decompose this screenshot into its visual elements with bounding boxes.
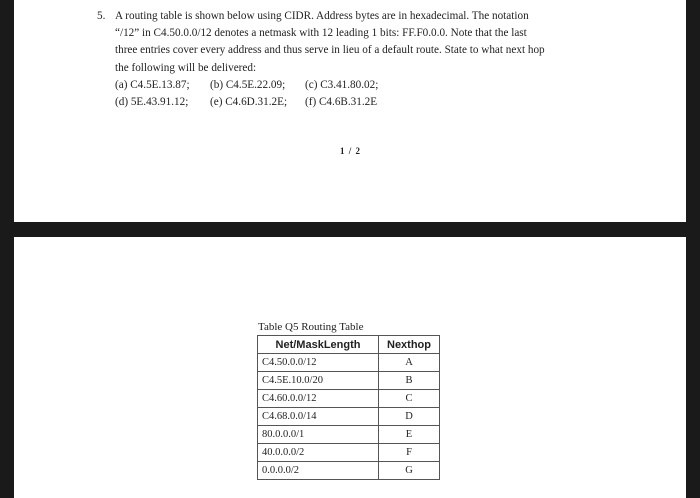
net-cell: C4.50.0.0/12 — [258, 354, 379, 372]
net-cell: C4.68.0.0/14 — [258, 408, 379, 426]
table-row — [258, 444, 440, 462]
page-indicator: 1 / 2 — [340, 146, 362, 156]
table-row — [258, 462, 440, 480]
table-caption: Table Q5 Routing Table — [258, 321, 364, 333]
nexthop-cell: B — [379, 372, 440, 390]
nexthop-cell: D — [379, 408, 440, 426]
question-5 — [97, 8, 615, 111]
table-row — [258, 390, 440, 408]
nexthop-cell: C — [379, 390, 440, 408]
nexthop-cell: F — [379, 444, 440, 462]
net-cell: 0.0.0.0/2 — [258, 462, 379, 480]
options-row-1 — [115, 77, 615, 94]
option-d: (d) 5E.43.91.12; — [115, 96, 189, 109]
net-cell: C4.5E.10.0/20 — [258, 372, 379, 390]
question-line-3: three entries cover every address and thus serve in lieu of a default route. State to what next hop — [115, 44, 545, 57]
document-page-1 — [14, 0, 686, 222]
table-row — [258, 372, 440, 390]
option-f: (f) C4.6B.31.2E — [305, 96, 378, 109]
question-number: 5. — [97, 10, 106, 22]
question-line-1: A routing table is shown below using CIDR. Address bytes are in hexadecimal. The notation — [115, 10, 529, 22]
header-nexthop: Nexthop — [379, 336, 440, 354]
table-header-row — [258, 336, 440, 354]
net-cell: 80.0.0.0/1 — [258, 426, 379, 444]
nexthop-cell: G — [379, 462, 440, 480]
net-cell: 40.0.0.0/2 — [258, 444, 379, 462]
table-row — [258, 426, 440, 444]
routing-table — [257, 335, 440, 480]
question-line-4: the following will be delivered: — [115, 61, 257, 74]
nexthop-cell: E — [379, 426, 440, 444]
header-net-mask: Net/MaskLength — [258, 336, 379, 354]
question-line-2: “/12” in C4.50.0.0/12 denotes a netmask with 12 leading 1 bits: FF.F0.0.0. Note that the last — [115, 27, 527, 40]
net-cell: C4.60.0.0/12 — [258, 390, 379, 408]
option-b: (b) C4.5E.22.09; — [210, 78, 286, 91]
table-row — [258, 354, 440, 372]
option-c: (c) C3.41.80.02; — [305, 78, 379, 91]
document-page-2 — [14, 237, 686, 498]
nexthop-cell: A — [379, 354, 440, 372]
options-row-2 — [115, 94, 615, 111]
table-row — [258, 408, 440, 426]
option-e: (e) C4.6D.31.2E; — [210, 96, 288, 109]
option-a: (a) C4.5E.13.87; — [115, 78, 190, 91]
